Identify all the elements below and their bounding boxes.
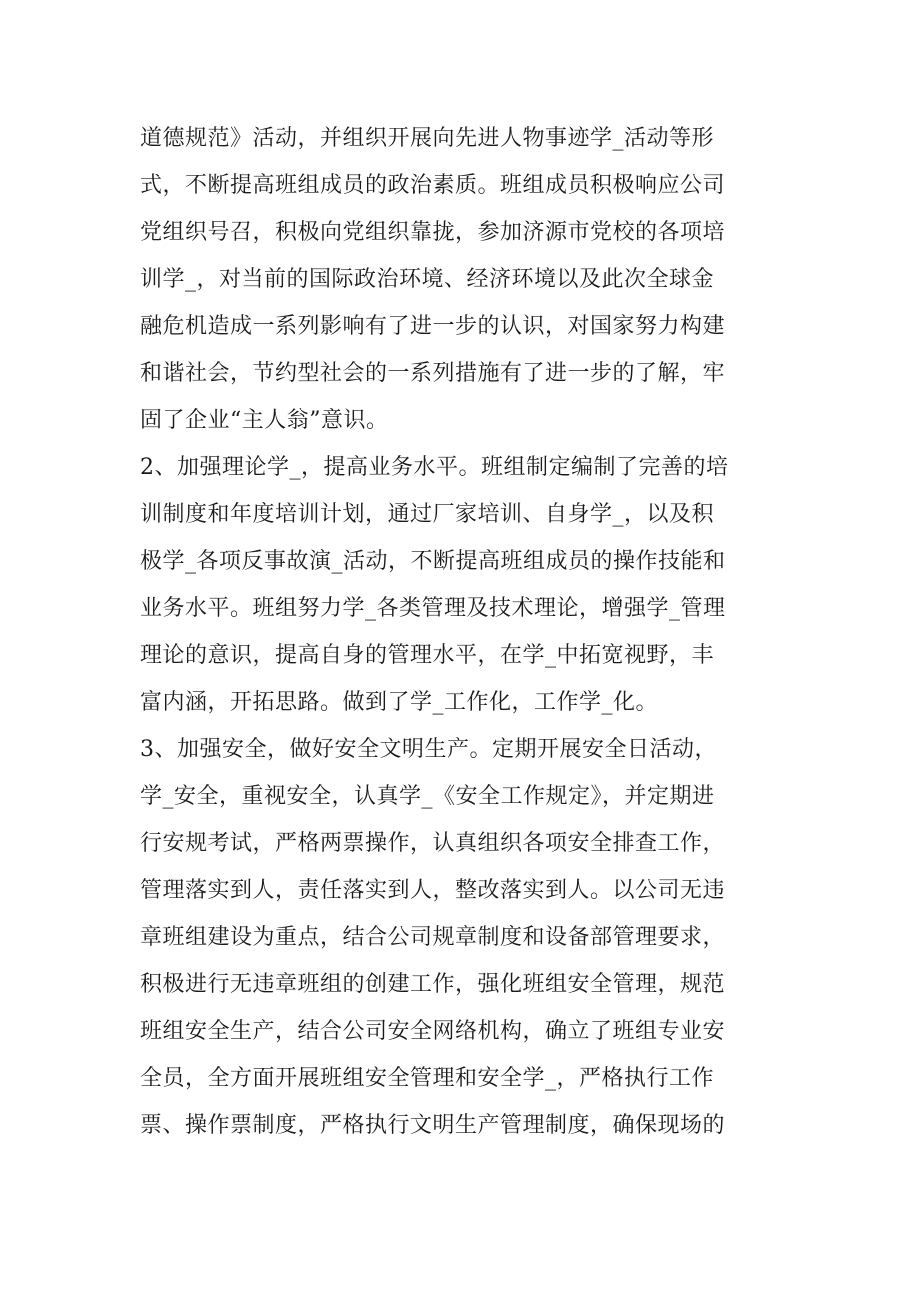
text-line: 章班组建设为重点，结合公司规章制度和设备部管理要求，: [140, 925, 726, 950]
text-line: 全员，全方面开展班组安全管理和安全学_，严格执行工作: [140, 1066, 715, 1091]
text-line: 固了企业“主人翁”意识。: [140, 408, 389, 433]
text-line: 道德规范》活动，并组织开展向先进人物事迹学_活动等形: [140, 126, 715, 151]
text-line: 3、加强安全，做好安全文明生产。定期开展安全日活动，: [140, 737, 717, 762]
text-line: 极学_各项反事故演_活动，不断提高班组成员的操作技能和: [140, 549, 726, 574]
text-line: 行安规考试，严格两票操作，认真组织各项安全排查工作，: [140, 831, 726, 856]
text-line: 训学_，对当前的国际政治环境、经济环境以及此次全球金: [140, 267, 715, 292]
text-line: 业务水平。班组努力学_各类管理及技术理论，增强学_管理: [140, 596, 726, 621]
text-line: 管理落实到人，责任落实到人，整改落实到人。以公司无违: [140, 878, 726, 903]
text-line: 票、操作票制度，严格执行文明生产管理制度，确保现场的: [140, 1113, 726, 1138]
text-line: 2、加强理论学_，提高业务水平。班组制定编制了完善的培: [140, 455, 729, 480]
text-line: 党组织号召，积极向党组织靠拢，参加济源市党校的各项培: [140, 220, 726, 245]
text-line: 理论的意识，提高自身的管理水平，在学_中拓宽视野，丰: [140, 643, 715, 668]
document-body: [140, 119, 800, 1153]
text-line: 和谐社会，节约型社会的一系列措施有了进一步的了解，牢: [140, 361, 726, 386]
text-line: 富内涵，开拓思路。做到了学_工作化，工作学_化。: [140, 690, 659, 715]
text-line: 融危机造成一系列影响有了进一步的认识，对国家努力构建: [140, 314, 726, 339]
text-line: 班组安全生产，结合公司安全网络机构，确立了班组专业安: [140, 1019, 726, 1044]
text-line: 积极进行无违章班组的创建工作，强化班组安全管理，规范: [140, 972, 726, 997]
text-line: 式，不断提高班组成员的政治素质。班组成员积极响应公司: [140, 173, 726, 198]
text-line: 训制度和年度培训计划，通过厂家培训、自身学_，以及积: [140, 502, 715, 527]
text-line: 学_安全，重视安全，认真学_《安全工作规定》，并定期进: [140, 784, 715, 809]
